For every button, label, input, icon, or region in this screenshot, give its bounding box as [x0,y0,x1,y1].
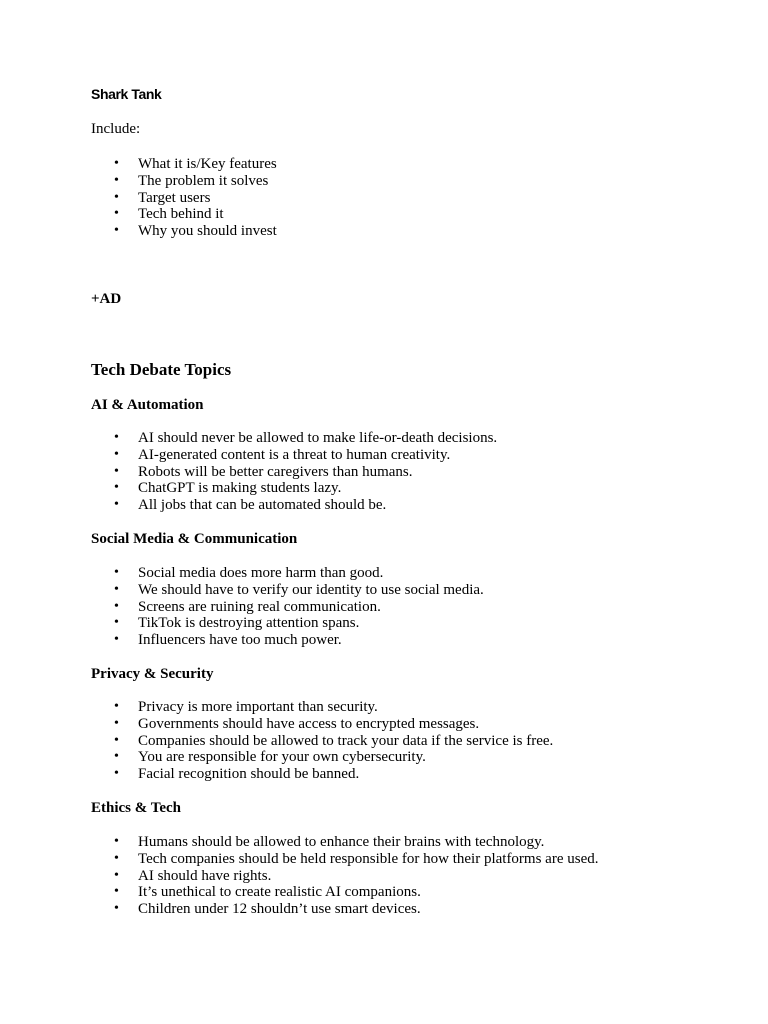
bullet-icon: • [114,565,119,580]
bullet-icon: • [114,189,119,205]
include-label: Include: [91,121,141,137]
bullet-icon: • [114,715,119,731]
list-item: • All jobs that can be automated should be. [114,497,387,514]
bullet-icon: • [114,430,119,445]
list-item: • What it is/Key features [114,156,277,172]
list-item: • Governments should have access to encrypted messages. [114,715,480,732]
bullet-icon: • [114,884,119,900]
list-item: • AI should have rights. [114,867,272,884]
list-item: • It’s unethical to create realistic AI companions. [114,884,421,901]
privacy-security-list [91,699,553,783]
list-item: • Social media does more harm than good. [114,565,384,581]
list-item: • Facial recognition should be banned. [114,766,360,783]
list-item: • Tech companies should be held responsible for how their platforms are used. [114,850,599,867]
ethics-tech-list [91,834,599,918]
bullet-icon: • [114,699,119,714]
social-media-list [91,565,484,649]
section-heading-social-media: Social Media & Communication [91,531,298,547]
bullet-icon: • [114,732,119,748]
bullet-icon: • [114,497,119,513]
bullet-icon: • [114,446,119,462]
ad-label: +AD [91,291,122,307]
bullet-icon: • [114,749,119,765]
bullet-icon: • [114,598,119,614]
section-heading-privacy-security: Privacy & Security [91,666,214,682]
shark-tank-heading: Shark Tank [91,86,162,102]
list-item: • AI should never be allowed to make life-or-death decisions. [114,430,498,446]
bullet-icon: • [114,581,119,597]
list-item: • Target users [114,189,211,206]
bullet-icon: • [114,463,119,479]
list-item: • You are responsible for your own cybersecurity. [114,749,426,766]
bullet-icon: • [114,632,119,648]
list-item: • Screens are ruining real communication. [114,598,381,615]
bullet-icon: • [114,766,119,782]
bullet-icon: • [114,901,119,917]
bullet-icon: • [114,615,119,631]
bullet-icon: • [114,480,119,496]
bullet-icon: • [114,867,119,883]
ai-automation-list [91,430,497,514]
list-item: • Why you should invest [114,223,277,240]
list-item: • Children under 12 shouldn’t use smart devices. [114,901,421,918]
list-item: • TikTok is destroying attention spans. [114,615,360,632]
list-item: • Robots will be better caregivers than humans. [114,463,413,480]
section-heading-ai-automation: AI & Automation [91,397,204,413]
list-item: • Companies should be allowed to track your data if the service is free. [114,732,554,749]
bullet-icon: • [114,156,119,171]
list-item: • Tech behind it [114,206,224,223]
list-item: • ChatGPT is making students lazy. [114,480,342,497]
bullet-icon: • [114,850,119,866]
list-item: • Influencers have too much power. [114,632,342,649]
shark-tank-list [91,156,277,240]
bullet-icon: • [114,172,119,188]
bullet-icon: • [114,206,119,222]
list-item: • The problem it solves [114,172,269,189]
page-title: Tech Debate Topics [91,360,232,379]
list-item: • We should have to verify our identity to use social media. [114,581,484,598]
list-item: • Humans should be allowed to enhance their brains with technology. [114,834,545,850]
bullet-icon: • [114,834,119,849]
section-heading-ethics-tech: Ethics & Tech [91,800,182,816]
bullet-icon: • [114,223,119,239]
list-item: • AI-generated content is a threat to human creativity. [114,446,451,463]
list-item: • Privacy is more important than security. [114,699,378,715]
